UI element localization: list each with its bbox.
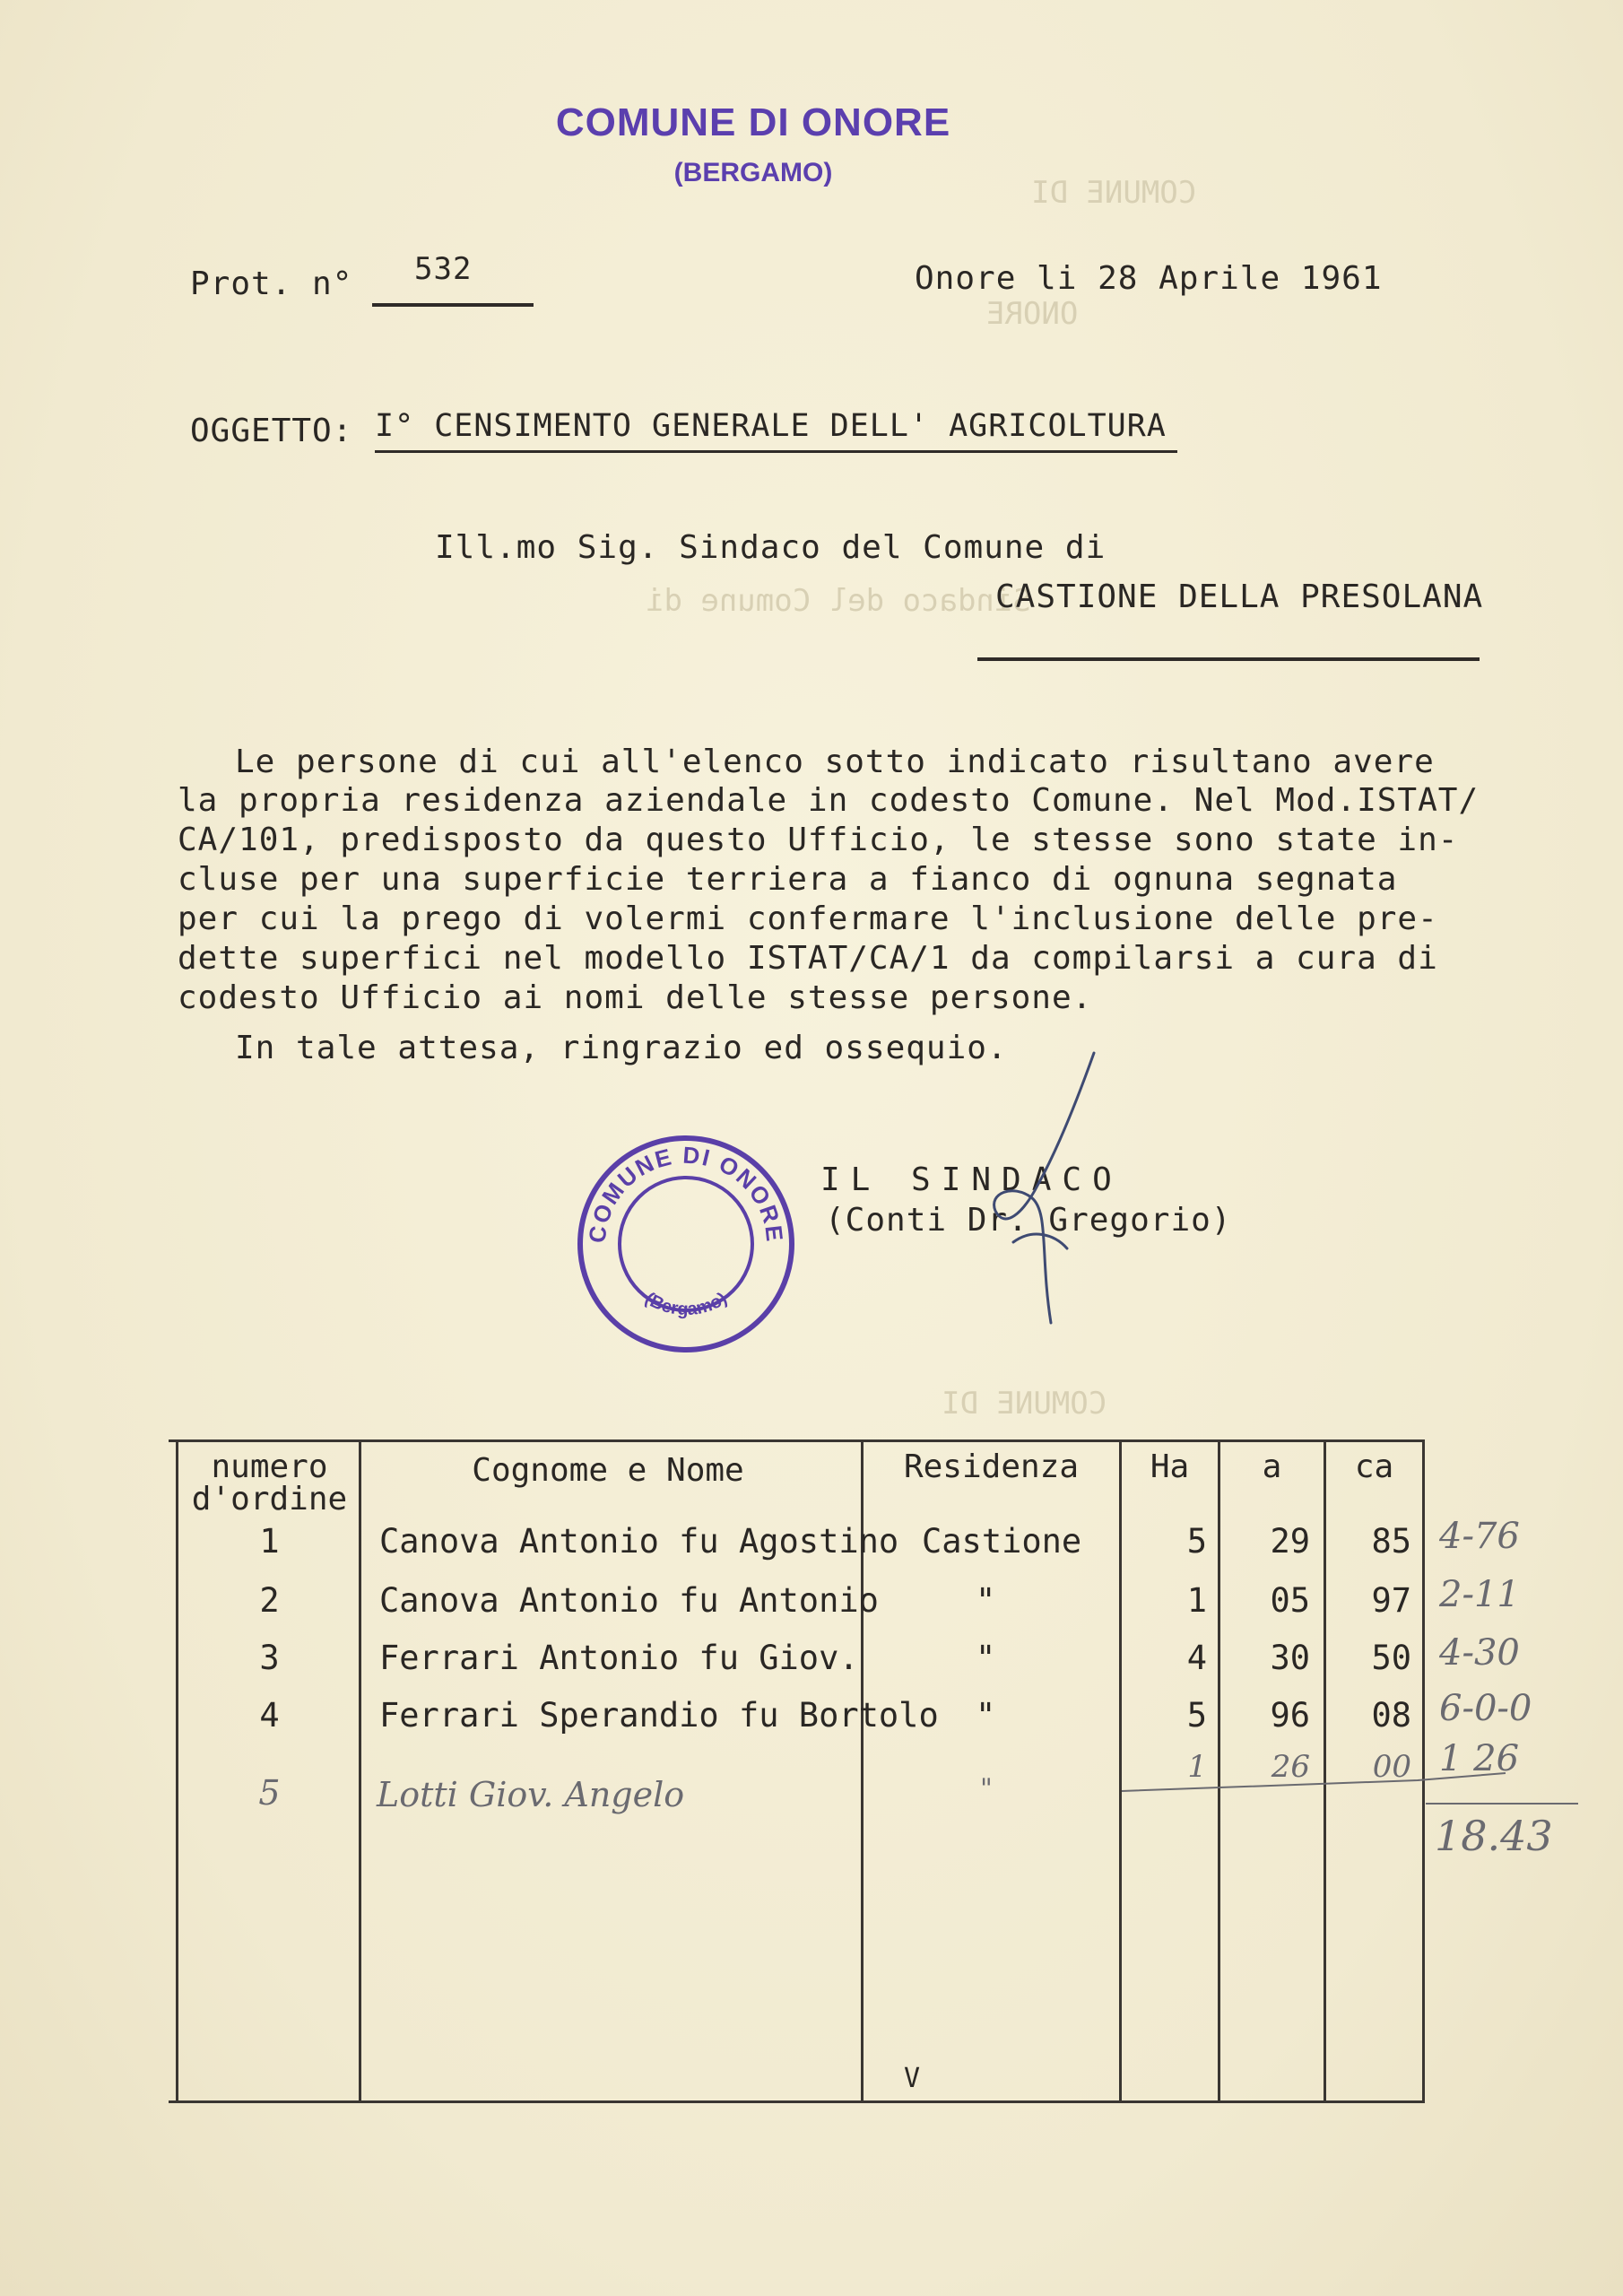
- protocol-number: 532: [414, 251, 473, 287]
- row2-ca: 97: [1371, 1581, 1411, 1620]
- body-line-4: cluse per una superficie terriera a fianco di ognuna segnata: [178, 861, 1398, 898]
- row4-a: 96: [1270, 1696, 1310, 1735]
- row4-residence: ": [976, 1696, 996, 1735]
- table-bottom-rule: [169, 2100, 1424, 2103]
- row5-number: 5: [258, 1773, 281, 1813]
- row2-name: Canova Antonio fu Antonio: [379, 1581, 879, 1620]
- row3-number: 3: [259, 1639, 280, 1677]
- row2-residence: ": [976, 1581, 996, 1620]
- row5-a: 26: [1271, 1749, 1310, 1785]
- row5-ha: 1: [1187, 1749, 1207, 1785]
- total-rule: [1426, 1803, 1578, 1805]
- row3-name: Ferrari Antonio fu Giov.: [379, 1639, 859, 1677]
- row5-ca: 00: [1372, 1749, 1411, 1785]
- recipient-line1: Ill.mo Sig. Sindaco del Comune di: [435, 529, 1107, 566]
- recipient-line2: CASTIONE DELLA PRESOLANA: [995, 578, 1484, 615]
- body-line-3: CA/101, predisposto da questo Ufficio, le stesse sono state in-: [178, 822, 1459, 858]
- parcel-table: [169, 1439, 1424, 2103]
- margin-note-5: 1 26: [1439, 1738, 1520, 1779]
- margin-note-1: 4-76: [1439, 1516, 1520, 1557]
- protocol-label: Prot. n°: [190, 265, 353, 302]
- subject-text: I° CENSIMENTO GENERALE DELL' AGRICOLTURA: [375, 408, 1167, 444]
- official-stamp: [574, 1132, 798, 1356]
- stamp-bottom-text: (Bergamo): [641, 1288, 731, 1320]
- body-line-5: per cui la prego di volermi confermare l'inclusione delle pre-: [178, 900, 1438, 937]
- row1-ca: 85: [1371, 1522, 1411, 1561]
- letterhead-name: COMUNE DI ONORE: [555, 100, 951, 144]
- body-line-2: la propria residenza aziendale in codesto Comune. Nel Mod.ISTAT/: [178, 782, 1480, 819]
- signature-name: (Conti Dr. Gregorio): [825, 1202, 1232, 1239]
- signature-title: IL SINDACO: [820, 1161, 1123, 1198]
- row4-ha: 5: [1186, 1696, 1207, 1735]
- protocol-underline: [372, 303, 534, 307]
- bleed-through: COMUNE DI: [942, 1386, 1107, 1422]
- bleed-through: Sindaco del Comune di: [646, 583, 1031, 619]
- stamp-top-text: COMUNE DI ONORE: [583, 1141, 789, 1245]
- bleed-through: COMUNE DI: [1031, 175, 1197, 211]
- header-a: a: [1262, 1448, 1282, 1485]
- row5-residence: ": [980, 1773, 993, 1805]
- body-line-1: Le persone di cui all'elenco sotto indicato risultano avere: [235, 744, 1435, 780]
- row3-residence: ": [976, 1639, 996, 1677]
- recipient-underline: [977, 657, 1480, 661]
- row4-number: 4: [259, 1696, 280, 1735]
- subject-label: OGGETTO:: [190, 413, 353, 449]
- row4-ca: 08: [1371, 1696, 1411, 1735]
- row1-ha: 5: [1186, 1522, 1207, 1561]
- row4-name: Ferrari Sperandio fu Bortolo: [379, 1696, 939, 1735]
- bottom-mark: V: [904, 2063, 921, 2094]
- row1-name: Canova Antonio fu Agostino: [379, 1522, 899, 1561]
- header-residence: Residenza: [903, 1448, 1080, 1485]
- bleed-through: ONORE: [986, 296, 1079, 332]
- header-order-2: d'ordine: [191, 1481, 348, 1518]
- handwritten-signature: [968, 1049, 1112, 1336]
- body-line-6: dette superfici nel modello ISTAT/CA/1 da compilarsi a cura di: [178, 940, 1438, 977]
- header-ca: ca: [1354, 1448, 1394, 1485]
- header-order-1: numero: [211, 1448, 328, 1485]
- table-col-rule: [176, 1439, 178, 2103]
- header-ha: Ha: [1150, 1448, 1190, 1485]
- row2-ha: 1: [1186, 1581, 1207, 1620]
- table-top-rule: [169, 1439, 1424, 1442]
- svg-text:(Bergamo): [641, 1289, 731, 1319]
- row3-ha: 4: [1186, 1639, 1207, 1677]
- row1-a: 29: [1270, 1522, 1310, 1561]
- letterhead-province: (BERGAMO): [673, 158, 833, 187]
- row2-number: 2: [259, 1581, 280, 1620]
- table-col-rule: [359, 1439, 361, 2103]
- row5-name: Lotti Giov. Angelo: [377, 1775, 685, 1814]
- date-line: Onore li 28 Aprile 1961: [915, 260, 1383, 297]
- margin-note-2: 2-11: [1439, 1574, 1520, 1615]
- row2-a: 05: [1270, 1581, 1310, 1620]
- body-line-8: In tale attesa, ringrazio ed ossequio.: [235, 1030, 1008, 1066]
- svg-text:COMUNE DI ONORE: [584, 1142, 789, 1245]
- row1-number: 1: [259, 1522, 280, 1561]
- margin-note-3: 4-30: [1439, 1632, 1520, 1674]
- margin-note-4: 6-0-0: [1439, 1688, 1532, 1729]
- row1-residence: Castione: [922, 1522, 1082, 1561]
- body-line-7: codesto Ufficio ai nomi delle stesse persone.: [178, 979, 1093, 1016]
- total-note: 18.43: [1435, 1812, 1553, 1860]
- subject-underline: [375, 450, 1177, 453]
- row3-ca: 50: [1371, 1639, 1411, 1677]
- row3-a: 30: [1270, 1639, 1310, 1677]
- header-name: Cognome e Nome: [472, 1452, 744, 1489]
